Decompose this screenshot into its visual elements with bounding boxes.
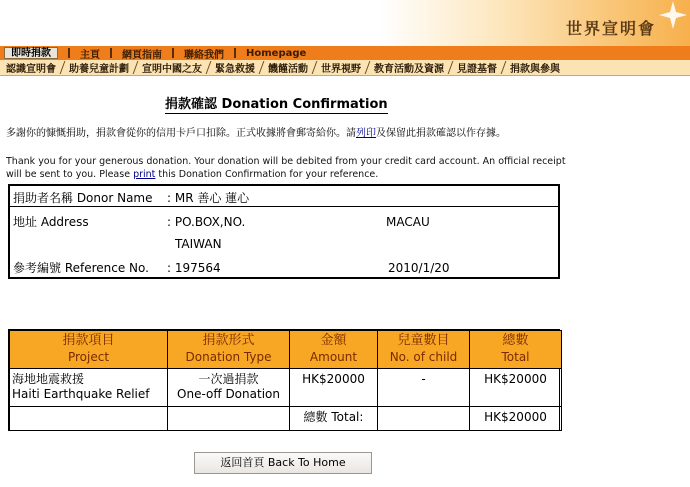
nav-divider xyxy=(68,48,70,58)
cell-amount: HK$20000 xyxy=(290,369,378,407)
nav-homepage-link[interactable]: Homepage xyxy=(246,47,307,59)
subnav-item-about[interactable]: 認識宣明會 xyxy=(6,64,56,75)
subnav-divider xyxy=(312,61,318,74)
header-project-zh: 捐款項目 xyxy=(62,333,115,348)
header-banner xyxy=(0,0,690,46)
subnav-divider xyxy=(448,61,454,74)
project-zh: 海地地震救援 xyxy=(12,372,85,386)
subnav-divider xyxy=(133,61,139,74)
subnav-item-education[interactable]: 教育活動及資源 xyxy=(374,64,444,75)
print-link[interactable]: print xyxy=(133,169,156,180)
cell-empty xyxy=(10,407,168,431)
nav-divider xyxy=(172,48,174,58)
reference-value: : 197564 xyxy=(167,261,221,275)
reference-label: 參考編號 Reference No. xyxy=(13,261,149,275)
header-amount-zh: 金額 xyxy=(320,333,347,348)
subnav-item-witness[interactable]: 見證基督 xyxy=(457,64,497,75)
table-header-row xyxy=(10,331,562,369)
print-link-zh[interactable]: 列印 xyxy=(356,128,376,139)
subnav-item-china-friends[interactable]: 宣明中國之友 xyxy=(142,64,202,75)
page-title-en: Donation Confirmation xyxy=(221,97,388,112)
header-type-en: Donation Type xyxy=(185,350,272,364)
cell-project xyxy=(10,369,168,407)
header-children-zh: 兒童數目 xyxy=(397,333,450,348)
intro-text-en xyxy=(6,155,566,181)
intro-en-text: Thank you for your generous donation. Your donation will be debited from your credit card account. An official receipt will be sent to you. Please xyxy=(6,156,566,180)
header-type-zh: 捐款形式 xyxy=(202,333,255,348)
table-row xyxy=(10,369,562,407)
donation-summary-table xyxy=(8,329,560,431)
project-en: Haiti Earthquake Relief xyxy=(12,387,150,401)
intro-zh-text: 多謝你的慷慨捐助，捐款會從你的信用卡戶口扣除。正式收據將會郵寄給你。請 xyxy=(6,128,356,139)
type-zh: 一次過捐款 xyxy=(198,372,259,386)
cell-empty xyxy=(378,407,470,431)
star-logo-icon xyxy=(658,0,688,30)
header-amount-en: Amount xyxy=(309,350,358,364)
quick-donate-link[interactable]: 即時捐款 xyxy=(4,47,58,59)
page-title xyxy=(165,93,388,114)
address-city: MACAU xyxy=(386,215,430,229)
header-children-en: No. of child xyxy=(389,350,458,364)
donor-info-box xyxy=(8,184,560,279)
donor-name-value: : MR 善心 蓮心 xyxy=(167,191,250,205)
grand-total-value: HK$20000 xyxy=(470,407,562,431)
header-total xyxy=(470,331,562,369)
donor-divider xyxy=(10,206,558,207)
subnav-item-child-sponsorship[interactable]: 助養兒童計劃 xyxy=(69,64,129,75)
cell-empty xyxy=(168,407,290,431)
nav-home-link[interactable]: 主頁 xyxy=(80,49,100,61)
subnav-divider xyxy=(206,61,212,74)
table-total-row xyxy=(10,407,562,431)
subnav-item-famine[interactable]: 饑饉活動 xyxy=(268,64,308,75)
grand-total-label: 總數 Total: xyxy=(290,407,378,431)
subnav-item-world-vision[interactable]: 世界視野 xyxy=(321,64,361,75)
header-project-en: Project xyxy=(67,350,110,364)
address-line1: : PO.BOX,NO. xyxy=(167,215,246,229)
nav-contact-link[interactable]: 聯絡我們 xyxy=(184,49,224,61)
section-navigation xyxy=(0,60,690,76)
header-children xyxy=(378,331,470,369)
subnav-item-donate-participate[interactable]: 捐款與參與 xyxy=(510,64,560,75)
subnav-divider xyxy=(259,61,265,74)
address-label: 地址 Address xyxy=(13,215,89,229)
brand-logo-text[interactable]: 世界宣明會 xyxy=(565,19,656,38)
donation-date: 2010/1/20 xyxy=(388,261,450,275)
cell-total: HK$20000 xyxy=(470,369,562,407)
intro-zh-text-end: 及保留此捐款確認以作存據。 xyxy=(376,128,506,139)
nav-divider xyxy=(110,48,112,58)
subnav-divider xyxy=(501,61,507,74)
header-donation-type xyxy=(168,331,290,369)
header-total-en: Total xyxy=(501,350,530,364)
type-en: One-off Donation xyxy=(177,387,280,401)
nav-divider xyxy=(234,48,236,58)
back-to-home-button[interactable]: 返回首頁 Back To Home xyxy=(194,452,372,474)
page-title-zh: 捐款確認 xyxy=(165,97,218,112)
header-amount xyxy=(290,331,378,369)
donor-name-label: 捐助者名稱 Donor Name xyxy=(13,191,153,205)
cell-donation-type xyxy=(168,369,290,407)
cell-children: - xyxy=(378,369,470,407)
subnav-divider xyxy=(60,61,66,74)
header-project xyxy=(10,331,168,369)
address-line2: TAIWAN xyxy=(175,237,222,251)
intro-text-zh xyxy=(6,128,561,140)
intro-en-text-end: this Donation Confirmation for your reference. xyxy=(155,169,379,180)
top-navigation xyxy=(0,46,690,60)
nav-site-guide-link[interactable]: 網頁指南 xyxy=(122,49,162,61)
header-total-zh: 總數 xyxy=(502,333,529,348)
subnav-divider xyxy=(365,61,371,74)
subnav-item-emergency-relief[interactable]: 緊急救援 xyxy=(215,64,255,75)
